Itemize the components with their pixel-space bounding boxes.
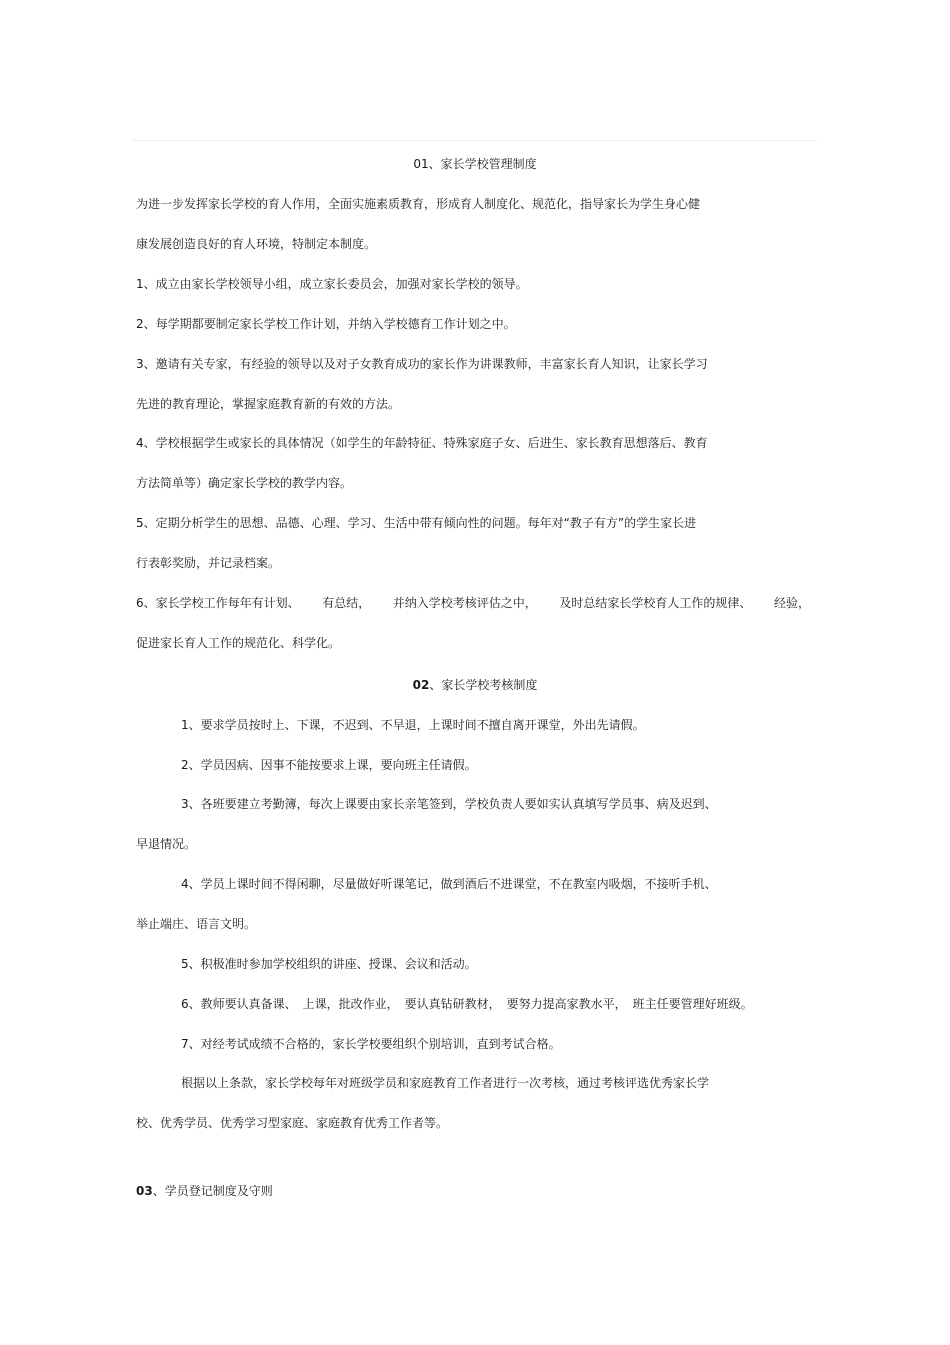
section-2-item-5: 5、积极准时参加学校组织的讲座、授课、会议和活动。 — [181, 957, 477, 971]
section-2-item-1: 1、要求学员按时上、下课，不迟到、不早退，上课时间不擅自离开课堂，外出先请假。 — [181, 718, 645, 732]
section-1-item-5: 5、定期分析学生的思想、品德、心理、学习、生活中带有倾向性的问题。每年对“教子有方”的学生家长进 — [136, 516, 697, 530]
section-2-item-3: 3、各班要建立考勤簿，每次上课要由家长亲笔签到，学校负责人要如实认真填写学员事、病及迟到、 — [181, 797, 717, 811]
item-6-part: 有总结， — [322, 596, 371, 610]
section-2-summary-cont: 校、优秀学员、优秀学习型家庭、家庭教育优秀工作者等。 — [136, 1116, 449, 1130]
section-2-item-7: 7、对经考试成绩不合格的，家长学校要组织个别培训，直到考试合格。 — [181, 1037, 561, 1051]
section-1-item-3: 3、邀请有关专家，有经验的领导以及对子女教育成功的家长作为讲课教师，丰富家长育人知识，让家长学习 — [136, 357, 708, 371]
section-1-item-2: 2、每学期都要制定家长学校工作计划，并纳入学校德育工作计划之中。 — [136, 317, 516, 331]
section-2-item-3-cont: 早退情况。 — [136, 837, 197, 851]
section-2-title-text: 、家长学校考核制度 — [429, 678, 538, 692]
section-3-title — [136, 1184, 273, 1198]
item-6-part: 经验， — [773, 596, 810, 610]
section-2-title — [0, 678, 950, 692]
section-1-item-3-cont: 先进的教育理论，掌握家庭教育新的有效的方法。 — [136, 397, 401, 411]
section-1-item-5-cont: 行表彰奖励，并记录档案。 — [136, 556, 281, 570]
section-1-title: 01、家长学校管理制度 — [413, 157, 537, 171]
section-1-item-4-cont: 方法简单等）确定家长学校的教学内容。 — [136, 476, 353, 490]
section-1-intro-line-1: 为进一步发挥家长学校的育人作用，全面实施素质教育，形成育人制度化、规范化，指导家长为学生身心健 — [136, 197, 701, 211]
item-6-part: 并纳入学校考核评估之中， — [392, 596, 537, 610]
section-2-summary: 根据以上条款，家长学校每年对班级学员和家庭教育工作者进行一次考核，通过考核评选优秀家长学 — [181, 1076, 710, 1090]
section-1-item-1: 1、成立由家长学校领导小组，成立家长委员会，加强对家长学校的领导。 — [136, 277, 528, 291]
section-1-item-6-cont: 促进家长育人工作的规范化、科学化。 — [136, 636, 341, 650]
section-2-item-4-cont: 举止端庄、语言文明。 — [136, 917, 257, 931]
item-6-part: 6、家长学校工作每年有计划、 — [136, 596, 300, 610]
section-1-intro-line-2: 康发展创造良好的育人环境，特制定本制度。 — [136, 237, 377, 251]
item-6-part: 及时总结家长学校育人工作的规律、 — [559, 596, 752, 610]
section-2-item-4: 4、学员上课时间不得闲聊，尽量做好听课笔记，做到酒后不进课堂，不在教室内吸烟，不接听手机、 — [181, 877, 717, 891]
section-2-number: 02 — [412, 678, 430, 692]
header-rule — [133, 140, 817, 141]
section-2-item-6: 6、教师要认真备课、 上课，批改作业， 要认真钻研教材， 要努力提高家教水平， 班主任要管理好班级。 — [181, 997, 753, 1011]
section-1-item-4: 4、学校根据学生或家长的具体情况（如学生的年龄特征、特殊家庭子女、后进生、家长教育思想落后、教育 — [136, 436, 708, 450]
section-2-item-2: 2、学员因病、因事不能按要求上课，要向班主任请假。 — [181, 758, 477, 772]
section-1-item-6 — [136, 596, 810, 610]
section-3-number: 03 — [136, 1184, 153, 1198]
section-3-title-text: 、学员登记制度及守则 — [152, 1184, 273, 1198]
